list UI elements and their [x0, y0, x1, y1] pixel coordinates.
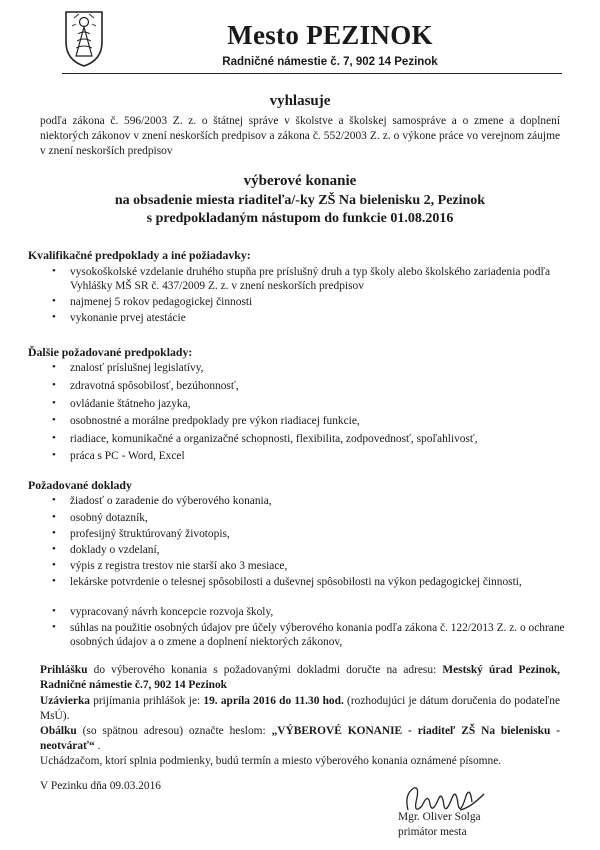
- list-item: • vypracovaný návrh koncepcie rozvoja školy,: [52, 605, 274, 618]
- bullet-icon: •: [52, 432, 56, 444]
- bullet-icon: •: [52, 527, 56, 539]
- bullet-icon: •: [52, 449, 56, 461]
- bullet-icon: •: [52, 361, 56, 373]
- competition-position: na obsadenie miesta riaditeľa/-ky ZŠ Na bielenisku 2, Pezinok: [114, 193, 486, 208]
- list-item: • osobnostné a morálne predpoklady pre výkon riadiacej funkcie,: [52, 414, 360, 427]
- deadline-paragraph: Uzávierka prijímania prihlášok je: 19. apríla 2016 do 11.30 hod. (rozhodujúci je dátum doručenia do podateľne MsÚ).: [40, 695, 560, 722]
- list-item: • výpis z registra trestov nie starší ako 3 mesiace,: [52, 559, 288, 572]
- list-item: • riadiace, komunikačné a organizačné schopnosti, flexibilita, zodpovednosť, spoľahlivosť,: [52, 432, 478, 445]
- list-item: • doklady o vzdelaní,: [52, 543, 160, 556]
- bullet-icon: •: [52, 543, 56, 555]
- header-divider: [62, 73, 562, 74]
- notification-paragraph: Uchádzačom, ktorí splnia podmienky, budú termín a miesto výberového konania oznámené písomne.: [40, 755, 502, 767]
- list-item: • práca s PC - Word, Excel: [52, 449, 185, 462]
- bullet-icon: •: [52, 397, 56, 409]
- list-item: • lekárske potvrdenie o telesnej spôsobilosti a duševnej spôsobilosti na výkon pedagogickej činnosti,: [52, 575, 522, 588]
- bullet-icon: •: [52, 511, 56, 523]
- bullet-icon: •: [52, 494, 56, 506]
- bullet-icon: •: [52, 295, 56, 307]
- list-item: • najmenej 5 rokov pedagogickej činnosti: [52, 295, 253, 308]
- bullet-icon: •: [52, 265, 56, 277]
- list-item: • žiadosť o zaradenie do výberového konania,: [52, 494, 272, 507]
- qualifications-heading: Kvalifikačné predpoklady a iné požiadavky:: [28, 248, 251, 262]
- additional-requirements-heading: Ďalšie požadované predpoklady:: [28, 345, 193, 359]
- bullet-icon: •: [52, 559, 56, 571]
- list-item: • súhlas na použitie osobných údajov pre účely výberového konania podľa zákona č. 122/2013 Z. z. o ochrane osobných údajov a o zmene a doplnení niektorých zákonov,: [52, 621, 565, 648]
- submission-address-paragraph: Prihlášku do výberového konania s požadovanými dokladmi doručte na adresu: Mestský úrad Pezinok, Radničné námestie č.7, 902 14 Pezinok: [40, 664, 561, 691]
- bullet-icon: •: [52, 414, 56, 426]
- list-item: • zdravotná spôsobilosť, bezúhonnosť,: [52, 379, 239, 392]
- list-item: • ovládanie štátneho jazyka,: [52, 397, 191, 410]
- list-item: • osobný dotazník,: [52, 511, 148, 524]
- bullet-icon: •: [52, 621, 56, 633]
- announce-heading: vyhlasuje: [269, 93, 331, 109]
- list-item: • znalosť príslušnej legislatívy,: [52, 361, 204, 374]
- bullet-icon: •: [52, 575, 56, 587]
- bullet-icon: •: [52, 379, 56, 391]
- signer-title: primátor mesta: [398, 826, 467, 838]
- place-and-date: V Pezinku dňa 09.03.2016: [40, 780, 161, 792]
- signer-name: Mgr. Oliver Solga: [398, 811, 481, 823]
- competition-heading: výberové konanie: [243, 173, 357, 189]
- list-item: • vykonanie prvej atestácie: [52, 311, 186, 324]
- list-item: • vysokoškolské vzdelanie druhého stupňa pre príslušný druh a typ školy alebo školského zariadenia podľa Vyhlášky MŠ SR č. 437/2009 Z. z. v znení neskorších predpisov: [52, 265, 551, 292]
- required-documents-heading: Požadované doklady: [28, 478, 132, 492]
- bullet-icon: •: [52, 311, 56, 323]
- envelope-instructions-paragraph: Obálku (so spätnou adresou) označte heslom: „VÝBEROVÉ KONANIE - riaditeľ ZŠ Na bielenisku - neotvárať“ .: [40, 725, 560, 752]
- law-reference-text: podľa zákona č. 596/2003 Z. z. o štátnej správe v školstve a školskej samospráve a o zmene a doplnení niektorých zákonov v znení neskorších predpisov a zákona č. 552/2003 Z. z. o výkone práce vo verejnom záujme v znení neskorších predpisov: [40, 115, 560, 157]
- competition-start-date: s predpokladaným nástupom do funkcie 01.08.2016: [146, 211, 454, 226]
- bullet-icon: •: [52, 605, 56, 617]
- page-title: Mesto PEZINOK: [227, 20, 433, 50]
- office-address: Radničné námestie č. 7, 902 14 Pezinok: [222, 56, 438, 68]
- list-item: • profesijný štruktúrovaný životopis,: [52, 527, 230, 540]
